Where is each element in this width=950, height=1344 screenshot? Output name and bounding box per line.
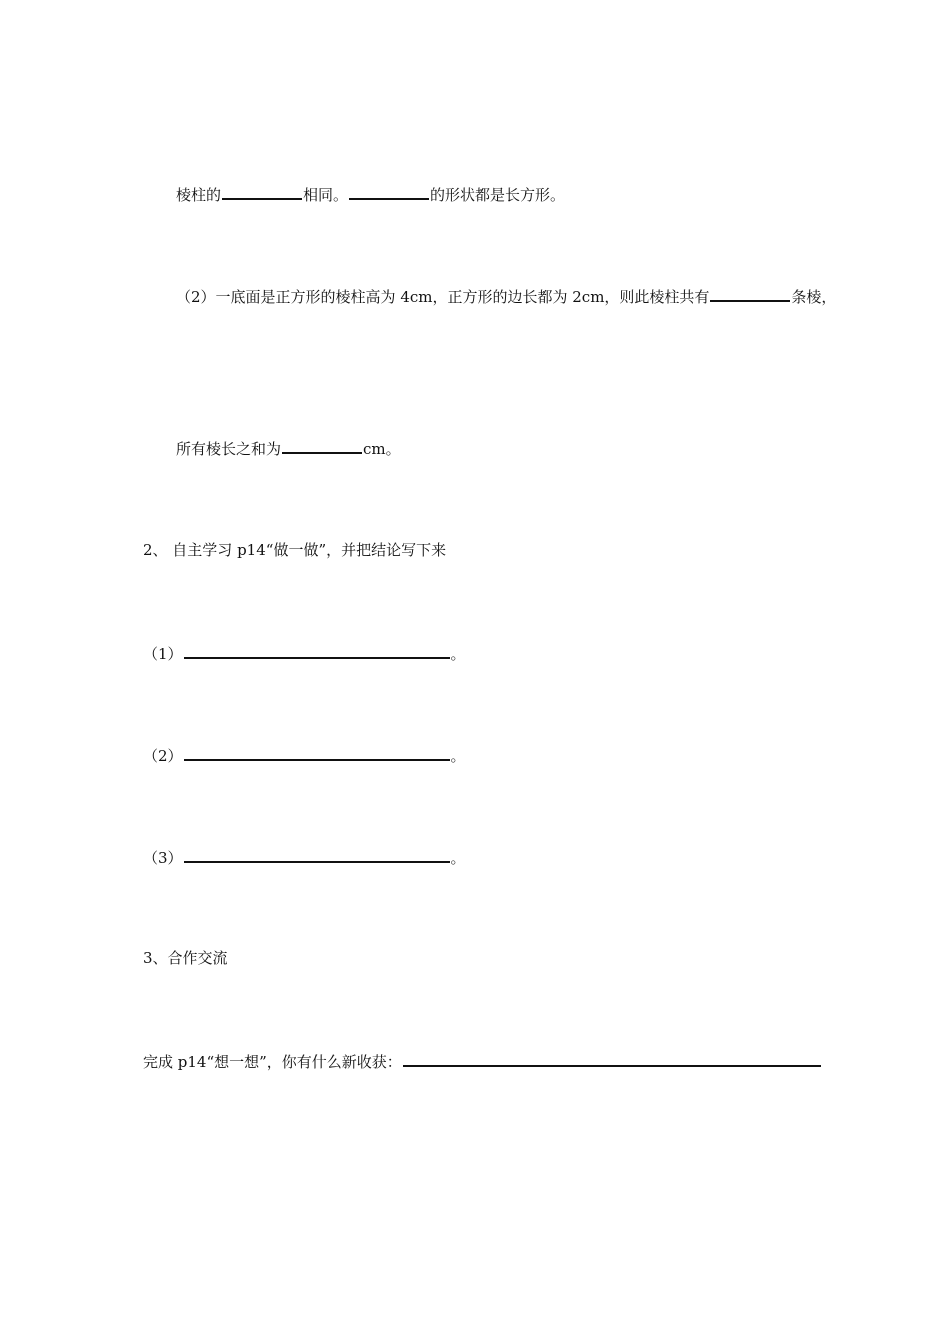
q1-line3 bbox=[176, 438, 401, 459]
q2-item-label: （3） bbox=[143, 849, 183, 867]
q2-item-2 bbox=[143, 745, 466, 766]
q1-part2-text-b: 条棱， bbox=[791, 288, 837, 306]
q1-line3-text-b: cm。 bbox=[363, 440, 401, 458]
q1-part2-text-a: （2）一底面是正方形的棱柱高为 4cm，正方形的边长都为 2cm，则此棱柱共有 bbox=[176, 288, 710, 306]
q1-line1-text-b: 相同。 bbox=[303, 186, 349, 204]
q3-prompt: 完成 p14“想一想”，你有什么新收获： bbox=[143, 1053, 402, 1071]
answer-blank-edge-sum[interactable] bbox=[282, 438, 362, 454]
q3-prompt-line bbox=[143, 1051, 822, 1072]
answer-blank-conclusion-1[interactable] bbox=[184, 643, 450, 659]
q1-line-prism-same bbox=[176, 184, 565, 205]
answer-blank-conclusion-3[interactable] bbox=[184, 847, 450, 863]
q1-line1-text-c: 的形状都是长方形。 bbox=[430, 186, 566, 204]
answer-blank-1[interactable] bbox=[222, 184, 302, 200]
q2-item-end: 。 bbox=[450, 849, 466, 867]
q2-item-end: 。 bbox=[450, 747, 466, 765]
answer-blank-edge-count[interactable] bbox=[710, 286, 790, 302]
q3-title: 3、合作交流 bbox=[143, 949, 228, 967]
q2-item-label: （2） bbox=[143, 747, 183, 765]
q1-line1-text-a: 棱柱的 bbox=[176, 186, 222, 204]
q2-item-3 bbox=[143, 847, 466, 868]
q2-title: 2、 自主学习 p14“做一做”，并把结论写下来 bbox=[143, 541, 447, 559]
answer-blank-conclusion-2[interactable] bbox=[184, 745, 450, 761]
q2-item-1 bbox=[143, 643, 466, 664]
q1-line3-text-a: 所有棱长之和为 bbox=[176, 440, 282, 458]
q1-part2-line bbox=[176, 286, 836, 307]
q2-item-end: 。 bbox=[450, 645, 466, 663]
answer-blank-2[interactable] bbox=[349, 184, 429, 200]
answer-blank-new-gains[interactable] bbox=[403, 1051, 821, 1067]
q2-item-label: （1） bbox=[143, 645, 183, 663]
